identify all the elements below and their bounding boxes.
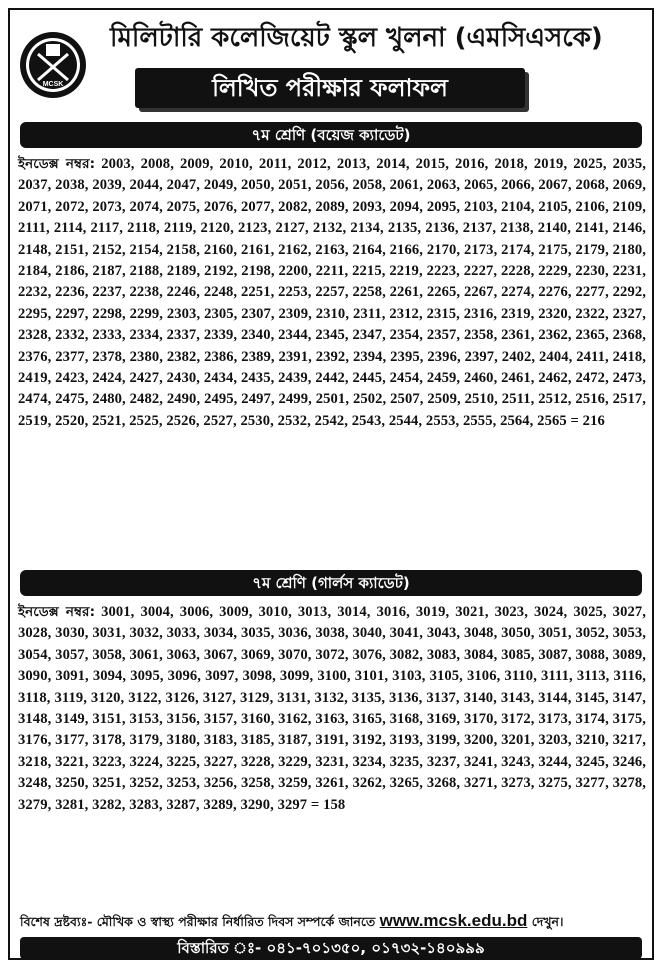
school-title: মিলিটারি কলেজিয়েট স্কুল খুলনা (এমসিএসকে)	[110, 23, 603, 53]
notice-header	[10, 10, 652, 118]
svg-text:MCSK: MCSK	[42, 81, 64, 88]
school-logo	[18, 30, 88, 100]
girls-index-label: ইনডেক্স নম্বর:	[18, 604, 96, 620]
girls-index-numbers: 3001, 3004, 3006, 3009, 3010, 3013, 3014, 3016, 3019, 3021, 3023, 3024, 3025, 3027, 3028, 3030, 3031, 3032, 3033, 3034, 3035, 3036, 3038, 3040, 3041, 3043, 3048, 3050, 3051, 3052, 3053, 3054, 3057, 3058, 3061, 3063, 3067, 3069, 3070, 3072, 3076, 3082, 3083, 3084, 3085, 3087, 3088, 3089, 3090, 3091, 3094, 3095, 3096, 3097, 3098, 3099, 3100, 3101, 3103, 3105, 3106, 3110, 3111, 3113, 3116, 3118, 3119, 3120, 3122, 3126, 3127, 3129, 3131, 3132, 3135, 3136, 3137, 3140, 3143, 3144, 3145, 3147, 3148, 3149, 3151, 3153, 3156, 3157, 3160, 3162, 3163, 3165, 3168, 3169, 3170, 3172, 3173, 3174, 3175, 3176, 3177, 3178, 3179, 3180, 3183, 3185, 3187, 3191, 3192, 3193, 3199, 3200, 3201, 3203, 3210, 3217, 3218, 3221, 3223, 3224, 3225, 3227, 3228, 3229, 3231, 3234, 3235, 3237, 3241, 3243, 3244, 3245, 3246, 3248, 3250, 3251, 3252, 3253, 3256, 3258, 3259, 3261, 3262, 3265, 3268, 3271, 3273, 3275, 3277, 3278, 3279, 3281, 3282, 3283, 3287, 3289, 3290, 3297 = 158	[18, 604, 647, 813]
result-notice	[8, 8, 654, 960]
note-text: বিশেষ দ্রষ্টব্যঃ- মৌখিক ও স্বাস্থ্য পরীক্ষার নির্ধারিত দিবস সম্পর্কে জানতে	[20, 914, 376, 929]
contact-bar: বিস্তারিত ঃ- ০৪১-৭০১৩৫০, ০১৭৩২-১৪০৯৯৯	[20, 937, 642, 959]
boys-index-numbers: 2003, 2008, 2009, 2010, 2011, 2012, 2013, 2014, 2015, 2016, 2018, 2019, 2025, 2035, 2037, 2038, 2039, 2044, 2047, 2049, 2050, 2051, 2056, 2058, 2061, 2063, 2065, 2066, 2067, 2068, 2069, 2071, 2072, 2073, 2074, 2075, 2076, 2077, 2082, 2089, 2093, 2094, 2095, 2103, 2104, 2105, 2106, 2109, 2111, 2114, 2117, 2118, 2119, 2120, 2123, 2127, 2132, 2134, 2135, 2136, 2137, 2138, 2140, 2141, 2146, 2148, 2151, 2152, 2154, 2158, 2160, 2161, 2162, 2163, 2164, 2166, 2170, 2173, 2174, 2175, 2179, 2180, 2184, 2186, 2187, 2188, 2189, 2192, 2198, 2200, 2211, 2215, 2219, 2223, 2227, 2228, 2229, 2230, 2231, 2232, 2236, 2237, 2238, 2246, 2248, 2251, 2253, 2257, 2258, 2261, 2265, 2267, 2274, 2276, 2277, 2292, 2295, 2297, 2298, 2299, 2303, 2305, 2307, 2309, 2310, 2311, 2312, 2315, 2316, 2319, 2320, 2322, 2327, 2328, 2332, 2333, 2334, 2337, 2339, 2340, 2344, 2345, 2347, 2354, 2357, 2358, 2361, 2362, 2365, 2368, 2376, 2377, 2378, 2380, 2382, 2386, 2389, 2391, 2392, 2394, 2395, 2396, 2397, 2402, 2404, 2411, 2418, 2419, 2423, 2424, 2427, 2430, 2434, 2435, 2439, 2442, 2445, 2454, 2459, 2460, 2461, 2462, 2472, 2473, 2474, 2475, 2480, 2482, 2490, 2495, 2497, 2499, 2501, 2502, 2507, 2509, 2510, 2511, 2512, 2516, 2517, 2519, 2520, 2521, 2525, 2526, 2527, 2530, 2532, 2542, 2543, 2544, 2553, 2555, 2564, 2565 = 216	[18, 156, 647, 429]
boys-index-list	[18, 154, 646, 566]
girls-section-header: ৭ম শ্রেণি (গার্লস ক্যাডেট)	[20, 570, 642, 596]
boys-index-label: ইনডেক্স নম্বর:	[18, 156, 96, 172]
result-title: লিখিত পরীক্ষার ফলাফল	[135, 68, 525, 108]
boys-section-header: ৭ম শ্রেণি (বয়েজ ক্যাডেট)	[20, 122, 642, 148]
special-note	[20, 910, 646, 932]
girls-index-list	[18, 602, 646, 907]
note-text-end: দেখুন।	[531, 914, 564, 929]
website-link[interactable]: www.mcsk.edu.bd	[379, 911, 528, 930]
